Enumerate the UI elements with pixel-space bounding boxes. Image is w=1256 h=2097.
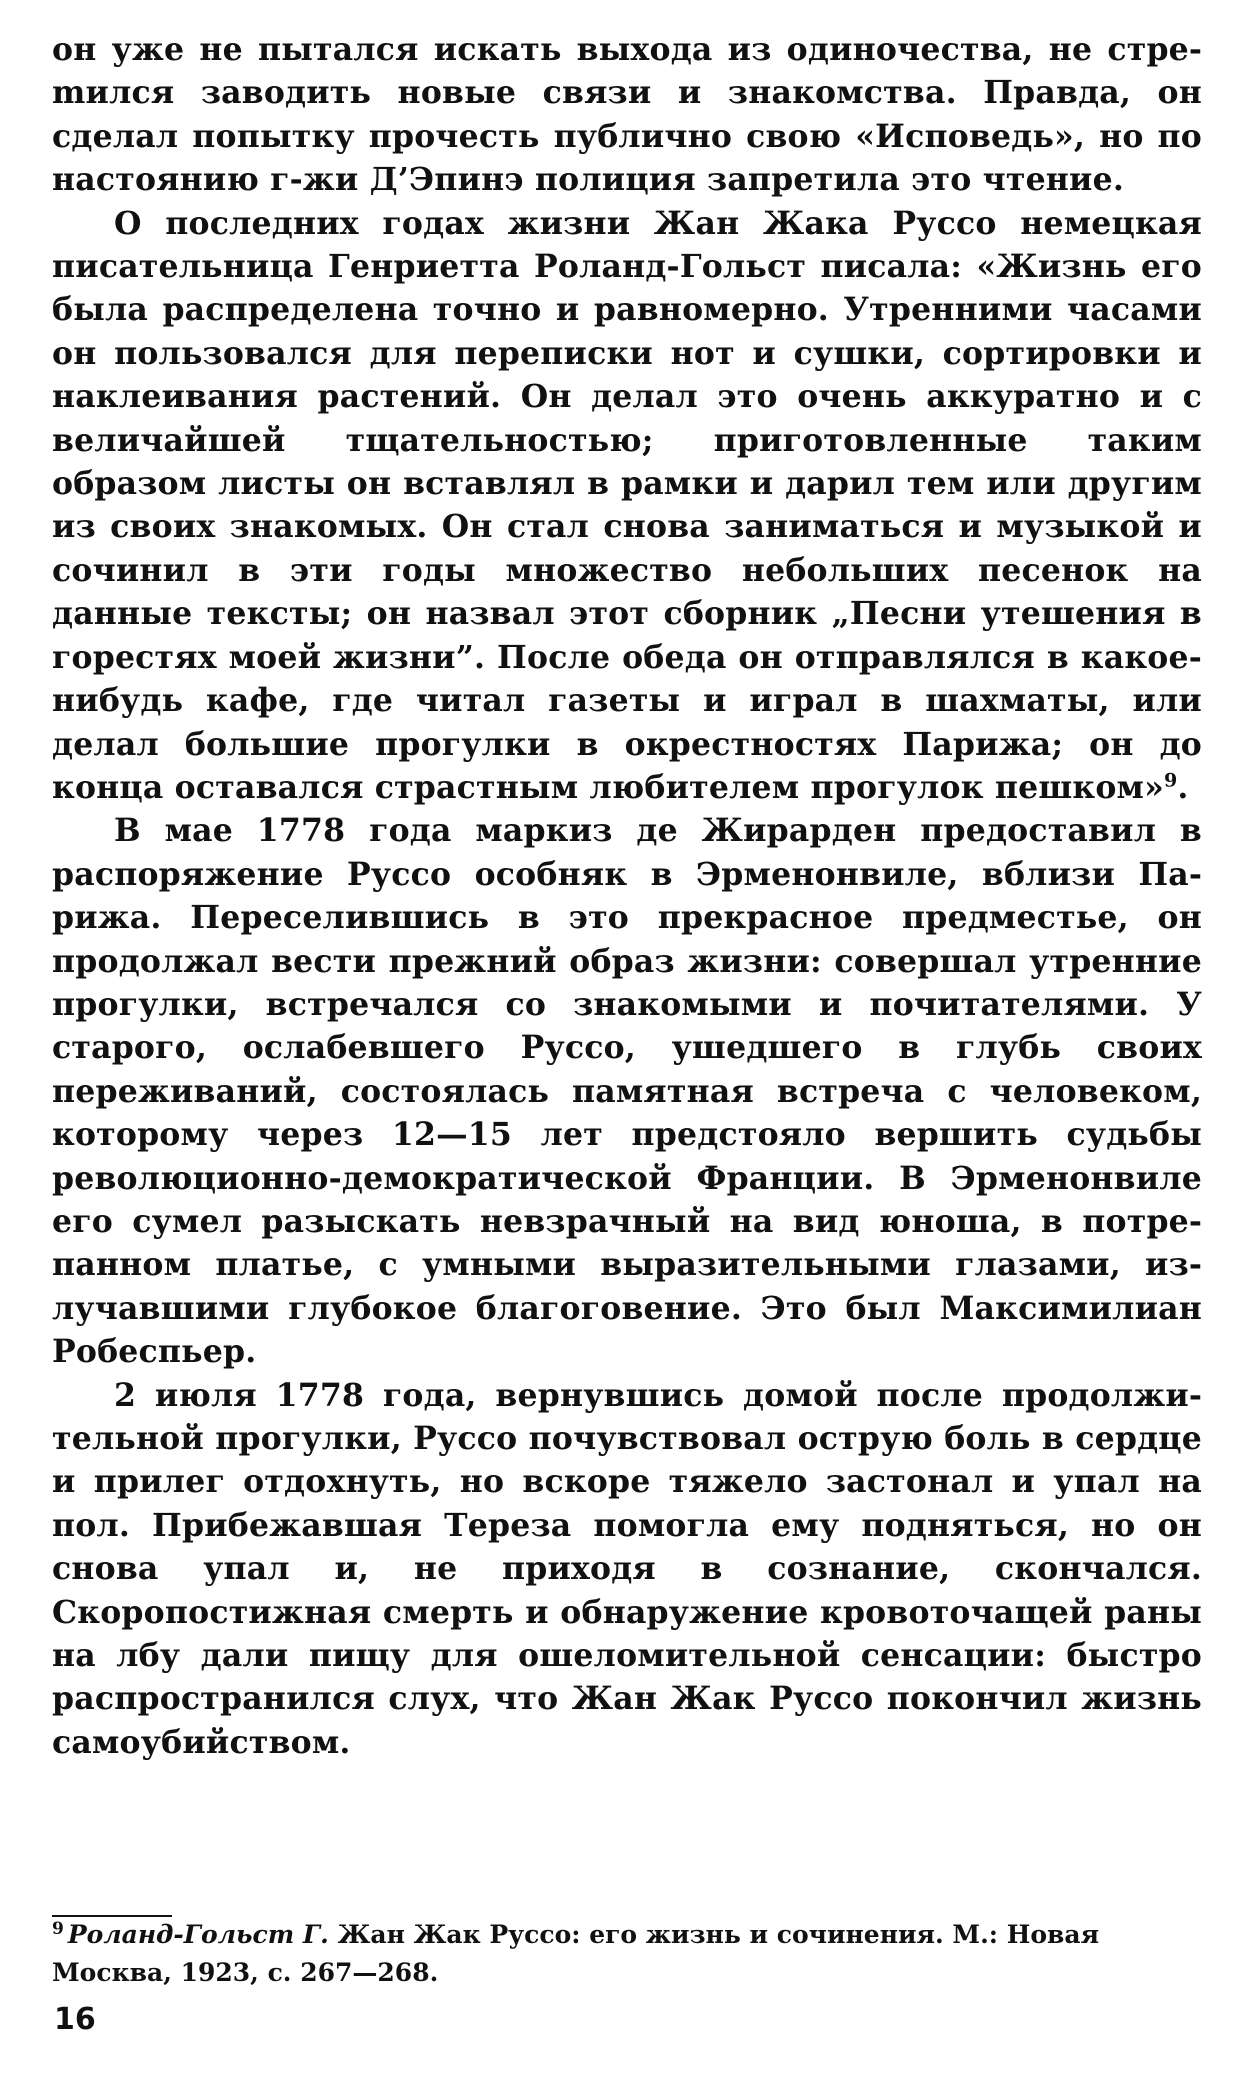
paragraph-1: он уже не пытался искать выхода из одиночества, не стреmился заводить новые связи и знакомства. Правда, он сделал попытку прочесть публично свою «Исповедь», но по настоянию г-жи Д’Эпинэ полиция запретила это чтение. [52,31,1202,199]
footnote-reference[interactable]: 9 [1163,769,1178,792]
paragraph-2 [52,202,1202,810]
paragraph-4: 2 июля 1778 года, вернувшись домой после продолжительной прогулки, Руссо почувствовал острую боль в сердце и прилег отдохнуть, но вскоре тяжело застонал и упал на пол. Прибежавшая Тереза помогла ему подняться, но он снова упал и, не приходя в сознание, скончался. Скоропостижная смерть и обнаружение кровоточащей раны на лбу дали пищу для ошеломительной сенсации: быстро распространился слух, что Жан Жак Руссо покончил жизнь самоубийством. [52,1376,1202,1761]
footnote [52,1916,1202,1992]
page-body [52,28,1202,1764]
page-number: 16 [54,2002,96,2037]
footnote-mark: 9 [52,1918,64,1939]
paragraph-3: В мае 1778 года маркиз де Жирарден предоставил в распоряжение Руссо особняк в Эрменонвиле, вблизи Парижа. Переселившись в это прекрасное предместье, он продолжал вести прежний образ жизни: совершал утренние прогулки, встречался со знакомыми и почитателями. У старого, ослабевшего Руссо, ушедшего в глубь своих переживаний, состоялась памятная встреча с человеком, которому через 12—15 лет предстояло вершить судьбы революционно-демократической Франции. В Эрменонвиле его сумел разыскать невзрачный на вид юноша, в потрепанном платье, с умными выразительными глазами, излучавшими глубокое благоговение. Это был Максимилиан Робеспьер. [52,812,1202,1371]
paragraph-2-text: О последних годах жизни Жан Жака Руссо немецкая писательница Генриетта Роланд-Гольст писала: «Жизнь его была распределена точно и равномерно. Утренними часами он пользовался для переписки нот и сушки, сортировки и наклеивания растений. Он делал это очень аккуратно и с величайшей тщательностью; приготовленные таким образом листы он вставлял в рамки и дарил тем или другим из своих знакомых. Он стал снова заниматься и музыкой и сочинил в эти годы множество небольших песенок на данные тексты; он назвал этот сборник „Песни утешения в горестях моей жизни”. После обеда он отправлялся в какое-нибудь кафе, где читал газеты и играл в шахматы, или делал большие прогулки в окрестностях Парижа; он до конца оставался страстным любителем прогулок пешком» [52,204,1202,806]
paragraph-2-end: . [1177,768,1189,806]
footnote-author: Роланд-Гольст Г. [67,1920,329,1949]
footnote-text: Жан Жак Руссо: его жизнь и сочинения. М.: Новая Москва, 1923, с. 267—268. [52,1920,1100,1987]
